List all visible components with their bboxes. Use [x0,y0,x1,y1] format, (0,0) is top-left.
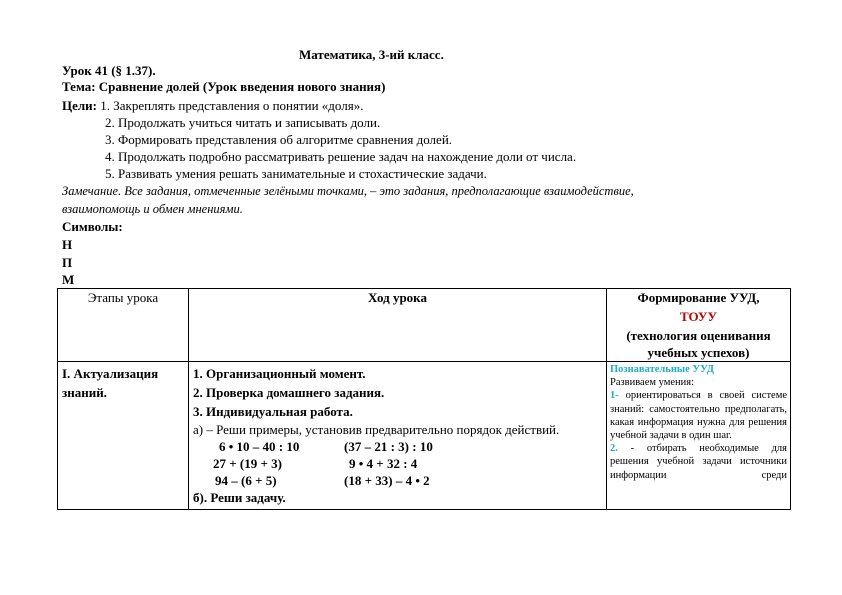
course-cell [189,362,607,510]
table-header-row [58,289,791,362]
topic-text: Сравнение долей (Урок введения нового знания) [95,79,386,94]
goals-line-1 [62,98,363,114]
example: 6 • 10 – 40 : 10 [219,439,300,454]
example: 27 + (19 + 3) [213,456,282,471]
lesson-number: Урок 41 (§ 1.37). [62,63,156,78]
header-stages: Этапы урока [58,289,189,362]
uud-title: Познавательные УУД [610,364,714,375]
uud-point-2 [610,442,787,482]
point-text: ориентироваться в своей системе знаний: самостоятельно предполагать, какая информация нужна для решения учебной задачи в один шаг. [610,390,787,442]
symbol-item: М [62,272,75,287]
symbol-item: П [62,255,73,270]
symbols-label: Символы: [62,219,123,234]
stage-cell [58,362,189,510]
uud-header-line: (технология оценивания [626,328,771,343]
goals-label: Цели: [62,98,97,113]
task-a: а) – Реши примеры, установив предварительно порядок действий. [193,422,560,437]
course-item: 1. Организационный момент. [193,366,366,381]
symbol-item: Н [62,237,73,252]
point-number: 1- [610,390,619,402]
header-course: Ход урока [189,289,607,362]
uud-header-line: Формирование УУД, [637,290,760,305]
example: (18 + 33) – 4 • 2 [344,473,430,488]
example: 94 – (6 + 5) [215,473,277,488]
task-b: б). Реши задачу. [193,490,286,505]
uud-develop: Развиваем умения: [610,377,695,389]
goal-item: 4. Продолжать подробно рассматривать решение задач на нахождение доли от числа. [105,149,577,164]
topic-label: Тема: [62,79,96,94]
table-row [58,362,791,510]
uud-point-1 [610,389,787,442]
goal-item: 1. Закреплять представления о понятии «доля». [100,98,364,113]
note-line: взаимопомощь и обмен мнениями. [62,202,243,216]
examples-block [193,438,602,489]
stage-name: I. Актуализация знаний. [62,366,159,400]
toyy-label: ТОУУ [680,309,717,324]
lesson-plan-table [57,288,791,510]
point-text: - отбирать необходимые для решения учебной задачи источники информации среди [610,443,787,481]
header-uud [607,289,791,362]
course-item: 3. Индивидуальная работа. [193,404,353,419]
goal-item: 5. Развивать умения решать занимательные и стохастические задачи. [105,166,487,181]
goal-item: 3. Формировать представления об алгоритме сравнения долей. [105,132,453,147]
topic-line [62,79,385,95]
example: (37 – 21 : 3) : 10 [344,439,433,454]
course-item: 2. Проверка домашнего задания. [193,385,385,400]
example: 9 • 4 + 32 : 4 [349,456,418,471]
point-number: 2. [610,443,618,455]
document-title: Математика, 3-ий класс. [299,47,444,62]
goal-item: 2. Продолжать учиться читать и записывать доли. [105,115,381,130]
uud-cell [607,362,791,510]
uud-header-line: учебных успехов) [647,345,750,360]
note-line: Замечание. Все задания, отмеченные зелёными точками, – это задания, предполагающие взаимодействие, [62,184,634,198]
